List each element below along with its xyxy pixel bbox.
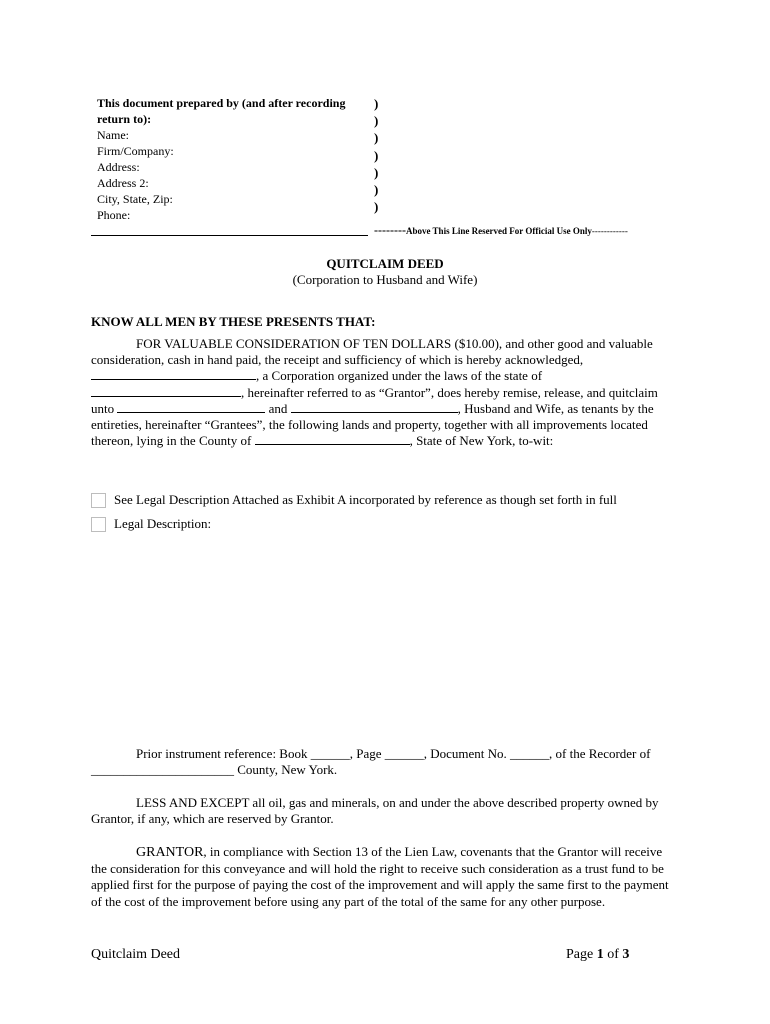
paren: ) (374, 130, 379, 146)
paren: ) (374, 147, 379, 163)
reserved-trail: ------------ (591, 226, 628, 236)
consideration-paragraph (91, 336, 681, 449)
footer-page-current: 1 (596, 947, 604, 962)
prior-line1: Prior instrument reference: Book ______, Page ______, Document No. ______, of the Recorder of (136, 746, 651, 761)
consideration-s2: , a Corporation organized under the laws of the state of (256, 368, 543, 384)
less-except-text: LESS AND EXCEPT all oil, gas and minerals, on and under the above described property owned by Grantor, if any, which are reserved by Grantor. (91, 795, 659, 827)
preparer-address2-label: Address 2: (97, 176, 149, 190)
footer-page-number (566, 947, 629, 963)
grantee1-blank[interactable] (117, 401, 265, 413)
preparer-heading: This document prepared by (and after recording return to): (97, 96, 346, 126)
reserved-line (374, 223, 628, 238)
know-all-heading: KNOW ALL MEN BY THESE PRESENTS THAT: (91, 314, 376, 329)
consideration-s1: FOR VALUABLE CONSIDERATION OF TEN DOLLARS ($10.00), and other good and valuable consideration, cash in hand paid, the receipt and sufficiency of which is hereby acknowledged, (91, 336, 653, 368)
legal-description-label: Legal Description: (114, 516, 212, 531)
prior-line2: ______________________ County, New York. (91, 762, 338, 778)
prior-instrument (91, 746, 681, 778)
preparer-phone-label: Phone: (97, 208, 131, 222)
page-title: QUITCLAIM DEED (326, 256, 444, 271)
paren: ) (374, 199, 379, 215)
preparer-block (97, 95, 367, 223)
page-subtitle: (Corporation to Husband and Wife) (292, 272, 478, 287)
reserved-text: Above This Line Reserved For Official Use Only (405, 226, 592, 236)
footer-of-word: of (607, 947, 619, 962)
consideration-s3: , hereinafter referred to as “Grantor”, does hereby remise, release, and quitclaim unto (91, 384, 658, 416)
footer-page-total: 3 (622, 947, 630, 962)
paren: ) (374, 164, 379, 180)
grantor-name-blank[interactable] (91, 368, 256, 380)
paren: ) (374, 182, 379, 198)
consideration-s5: , Husband and Wife, as tenants by the entireties, hereinafter “Grantees”, the following lands and property, together with all improvements located thereon, lying in the County of (91, 400, 654, 449)
exhibit-checkbox[interactable] (91, 493, 106, 508)
legal-description-checkbox[interactable] (91, 517, 106, 532)
grantor-rest: , in compliance with Section 13 of the Lien Law, covenants that the Grantor will receive the consideration for this conveyance and will hold the right to receive such consideration as a trust fund to be applied first for the purpose of paying the cost of the improvement and will apply the same first to the payment of the cost of the improvement before using any part of the total of the same for any other purpose. (91, 844, 669, 909)
preparer-address-label: Address: (97, 160, 140, 174)
preparer-divider (91, 235, 368, 236)
less-except-paragraph (91, 795, 681, 827)
grantee2-blank[interactable] (291, 401, 458, 413)
consideration-s4: and (268, 400, 288, 416)
grantor-covenant-paragraph (91, 844, 681, 910)
preparer-name-label: Name: (97, 128, 129, 142)
exhibit-label: See Legal Description Attached as Exhibit A incorporated by reference as though set forth in full (114, 492, 617, 507)
footer-doc-title: Quitclaim Deed (91, 947, 181, 962)
state-blank[interactable] (91, 385, 241, 397)
reserved-dashes: -------- (374, 223, 406, 237)
paren-column (374, 95, 378, 215)
preparer-firm-label: Firm/Company: (97, 144, 174, 158)
paren: ) (374, 96, 379, 111)
county-blank[interactable] (255, 433, 410, 445)
footer-page-word: Page (566, 947, 594, 962)
grantor-word: GRANTOR (136, 845, 204, 860)
preparer-city-label: City, State, Zip: (97, 192, 173, 206)
paren: ) (374, 113, 379, 129)
consideration-s6: , State of New York, to-wit: (409, 433, 554, 449)
